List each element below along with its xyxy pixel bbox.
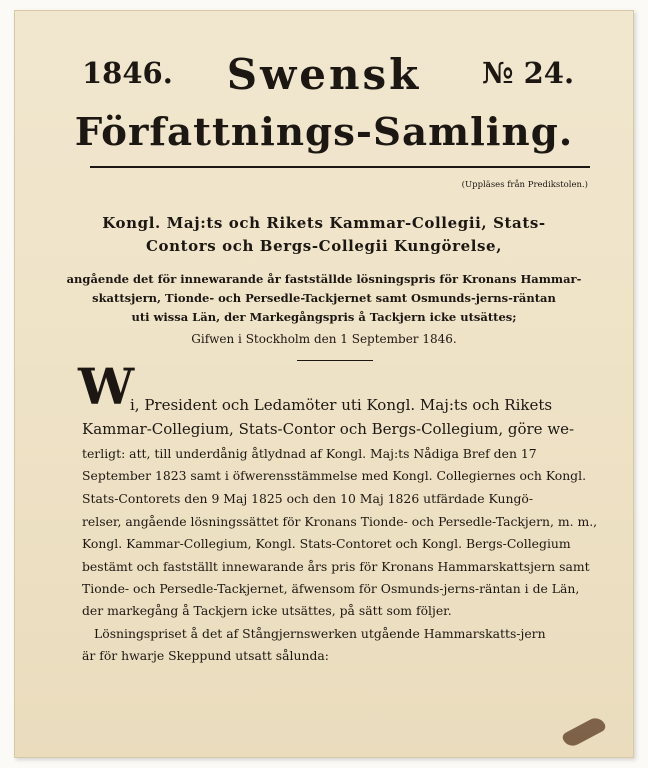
document-page — [14, 10, 634, 758]
dated-line: Gifwen i Stockholm den 1 September 1846. — [191, 332, 457, 346]
body-line: Kongl. Kammar-Collegium, Kongl. Stats-Contoret och Kongl. Bergs-Collegium — [82, 536, 571, 551]
separator-rule — [297, 360, 373, 361]
issue-year: 1846. — [82, 56, 173, 90]
masthead-title-line2: Författnings-Samling. — [74, 110, 574, 155]
read-note: (Uppläses från Predikstolen.) — [461, 180, 588, 190]
body-line: Lösningspriset å det af Stångjernswerken utgående Hammarskatts-jern — [94, 626, 546, 641]
body-line: relser, angående lösningssättet för Kronans Tionde- och Persedle-Tackjern, m. m., — [82, 514, 598, 529]
body-line: September 1823 samt i öfwerensstämmelse med Kongl. Collegiernes och Kongl. — [82, 468, 587, 483]
masthead-title-line1: Swensk — [226, 50, 422, 99]
ink-stain — [561, 715, 607, 750]
drop-cap: W — [78, 357, 135, 416]
body-line: i, President och Ledamöter uti Kongl. Maj:ts och Rikets — [130, 396, 553, 414]
body-line: är för hwarje Skeppund utsatt sålunda: — [82, 648, 329, 663]
body-line: Stats-Contorets den 9 Maj 1825 och den 10 Maj 1826 utfärdade Kungö- — [82, 491, 534, 506]
heading-line1: Kongl. Maj:ts och Rikets Kammar-Collegii, Stats- — [102, 214, 546, 232]
subheading-line1: angående det för innewarande år fastställde lösningspris för Kronans Hammar- — [66, 272, 582, 286]
issue-number: № 24. — [482, 56, 575, 90]
masthead-rule — [90, 166, 590, 168]
body-line: terligt: att, till underdånig åtlydnad af Kongl. Maj:ts Nådiga Bref den 17 — [82, 446, 537, 461]
subheading-line3: uti wissa Län, der Markegångspris å Tackjern icke utsättes; — [131, 310, 517, 324]
body-line: Kammar-Collegium, Stats-Contor och Bergs-Collegium, göre we- — [82, 420, 575, 438]
body-line: bestämt och fastställt innewarande års pris för Kronans Hammarskattsjern samt — [82, 559, 590, 574]
heading-line2: Contors och Bergs-Collegii Kungörelse, — [145, 237, 503, 255]
body-line: der markegång å Tackjern icke utsättes, på sätt som följer. — [82, 603, 452, 618]
body-line: Tionde- och Persedle-Tackjernet, äfwensom för Osmunds-jerns-räntan i de Län, — [82, 581, 580, 596]
subheading-line2: skattsjern, Tionde- och Persedle-Tackjernet samt Osmunds-jerns-räntan — [92, 291, 556, 305]
